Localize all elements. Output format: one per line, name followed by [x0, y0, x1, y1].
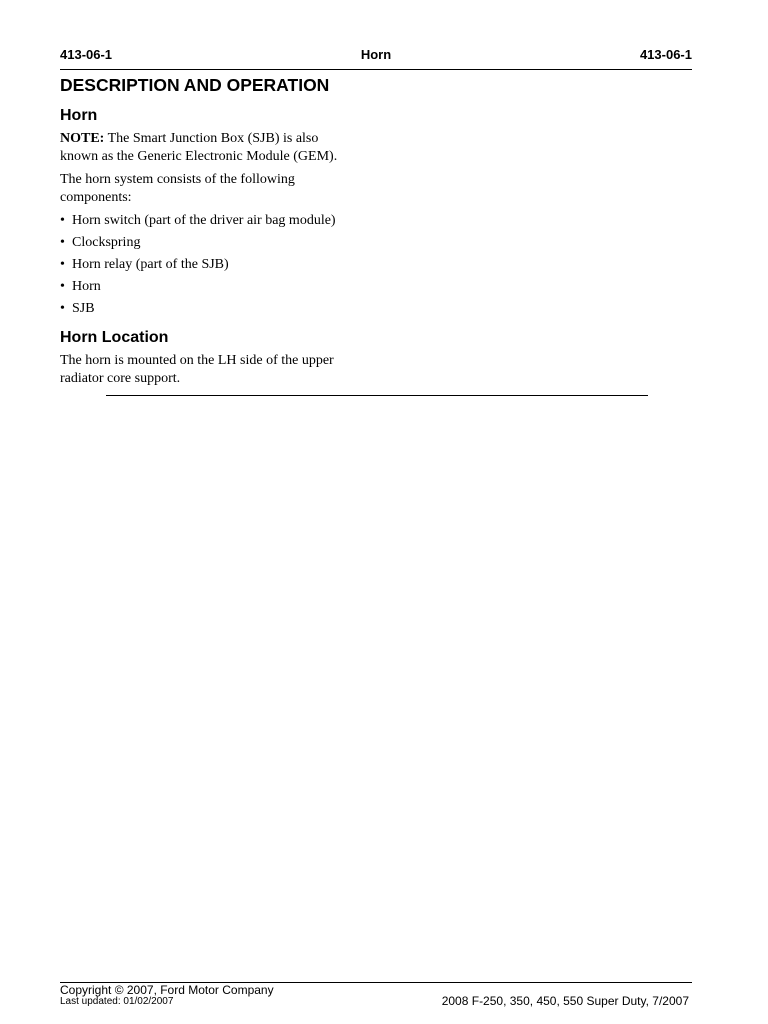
bullet-icon: •	[60, 279, 65, 294]
header-section-number-right: 413-06-1	[639, 47, 692, 62]
end-of-section-divider	[106, 395, 648, 396]
bullet-icon: •	[60, 257, 65, 272]
footer-last-updated: Last updated: 01/02/2007	[60, 996, 174, 1007]
header-divider	[60, 69, 692, 70]
list-item: • Horn relay (part of the SJB)	[60, 257, 229, 272]
footer-vehicle-info: 2008 F-250, 350, 450, 550 Super Duty, 7/2007	[441, 994, 689, 1008]
horn-heading: Horn	[60, 107, 98, 124]
horn-location-heading: Horn Location	[60, 329, 169, 346]
header-title: Horn	[360, 47, 392, 62]
components-list	[60, 212, 355, 318]
intro-paragraph: The horn system consists of the following components:	[60, 172, 295, 205]
bullet-icon: •	[60, 235, 65, 250]
content-column	[60, 106, 355, 393]
list-item: • SJB	[60, 301, 95, 316]
section-title: DESCRIPTION AND OPERATION	[60, 75, 330, 95]
horn-location-paragraph: The horn is mounted on the LH side of the upper radiator core support.	[60, 353, 334, 386]
list-item: • Horn switch (part of the driver air bag module)	[60, 213, 336, 228]
footer-copyright: Copyright © 2007, Ford Motor Company	[60, 983, 274, 997]
list-item: • Horn	[60, 279, 101, 294]
note-label: NOTE:	[60, 131, 105, 146]
page-header	[60, 47, 692, 63]
header-section-number-left: 413-06-1	[60, 47, 113, 62]
bullet-icon: •	[60, 213, 65, 228]
note-paragraph	[60, 130, 355, 166]
note-text: The Smart Junction Box (SJB) is also known as the Generic Electronic Module (GEM).	[60, 131, 338, 164]
list-item: • Clockspring	[60, 235, 141, 250]
bullet-icon: •	[60, 301, 65, 316]
